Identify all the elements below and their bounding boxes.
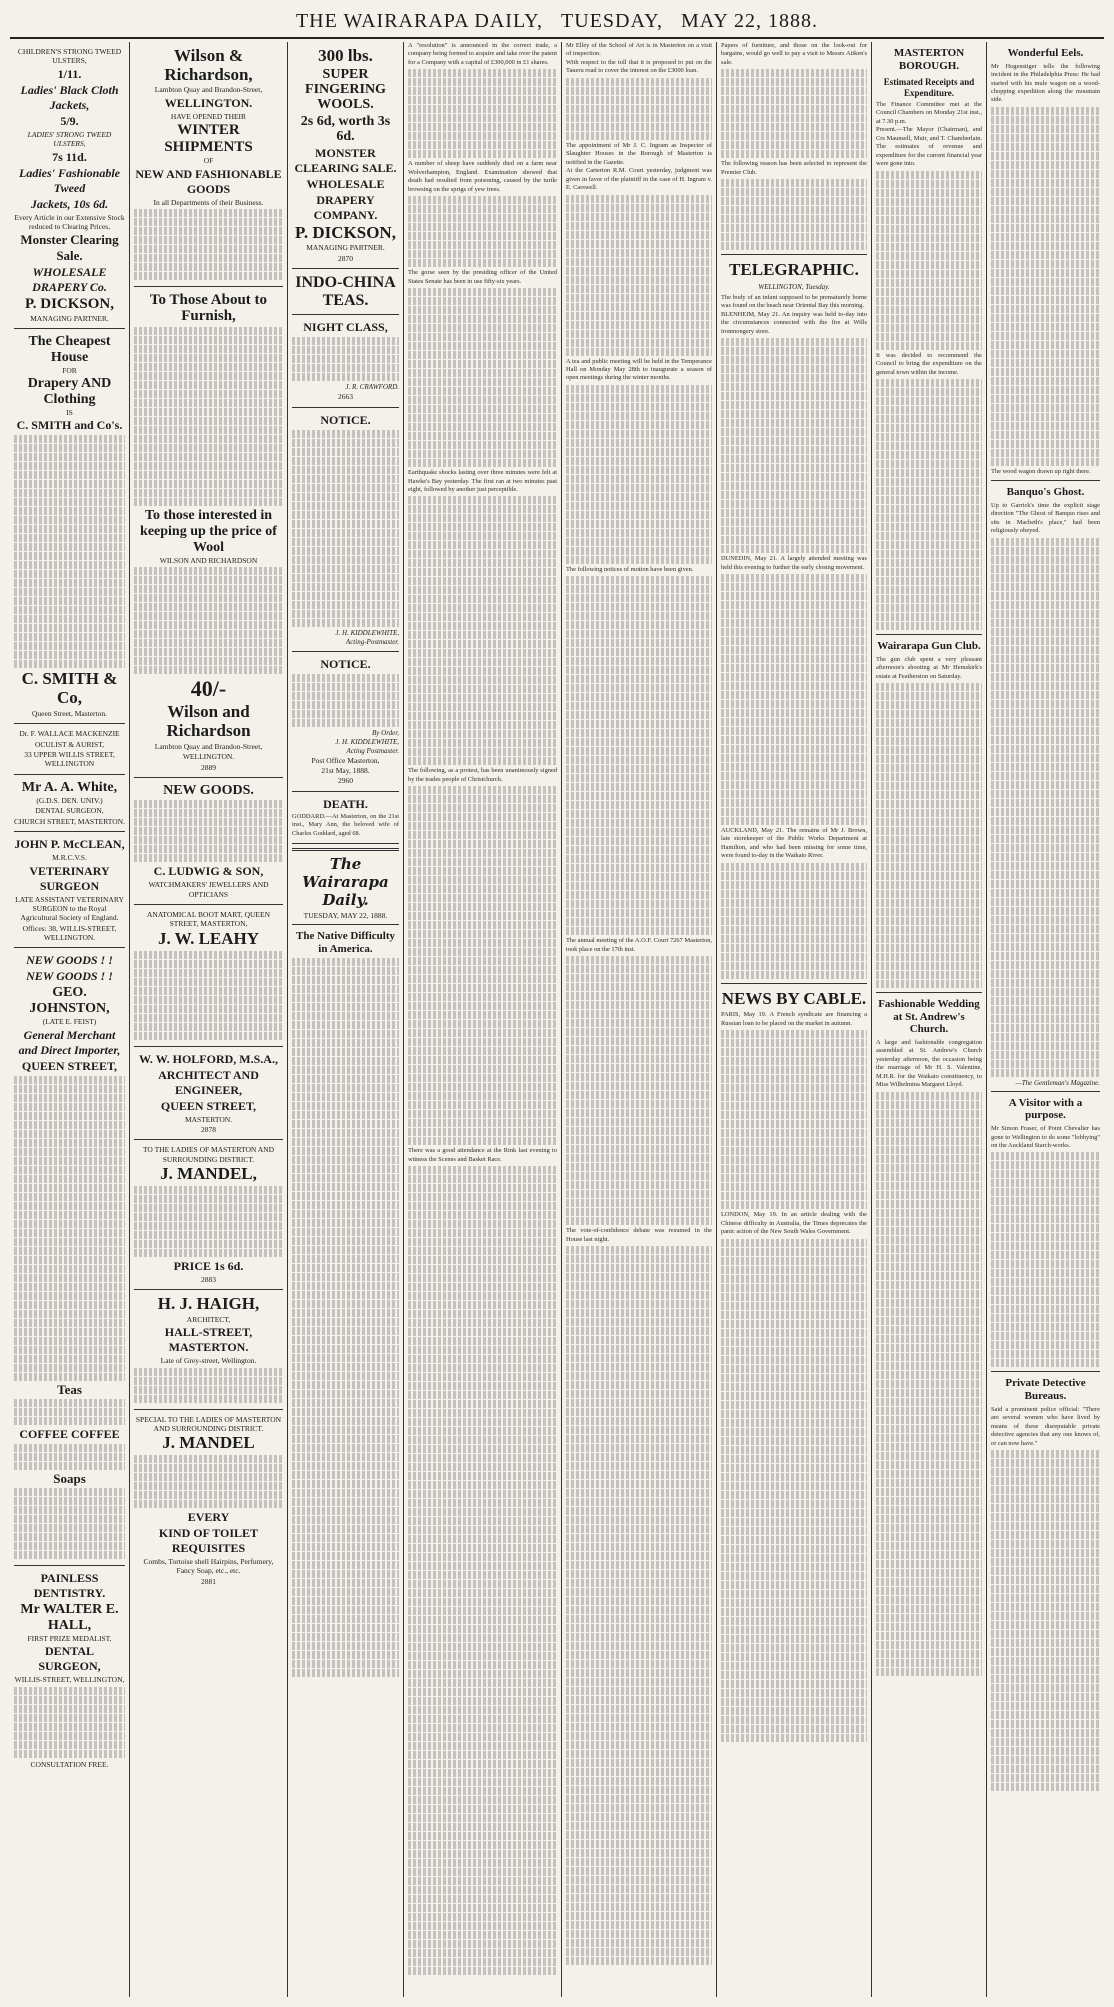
news-paragraph: The Finance Committee met at the Council Chambers on Monday 21st inst., at 7.30 p.m.: [876, 100, 982, 125]
news-paragraph: At the Carterton R.M. Court yesterday, judgment was given in favor of the plaintiff in the case of H. Ingram v. E. Carswell.: [566, 167, 712, 192]
news-paragraph: The body of an infant supposed to be prematurely borne was found on the beach near Oriental Bay this morning.: [721, 293, 867, 310]
ad-line: 2889: [201, 762, 216, 772]
ad-line: DENTAL SURGEON,: [35, 806, 104, 816]
ad-body-text: [134, 1186, 283, 1257]
ad-line: W. W. HOLFORD, M.S.A.,: [139, 1051, 278, 1066]
ad-line: 21st May, 1888.: [321, 766, 370, 776]
ad-body-text: [292, 674, 399, 727]
column-1: [10, 42, 130, 1997]
ad-line: 33 UPPER WILLIS STREET, WELLINGTON: [24, 749, 115, 769]
divider: [876, 992, 982, 993]
ad-signature: J. R. CRAWFORD.: [345, 383, 399, 392]
ad-line: WHOLESALE DRAPERY Co.: [32, 265, 107, 295]
ad-signature: J. H. KIDDLEWHITE,: [335, 628, 399, 637]
ad-line: DRAPERY COMPANY.: [313, 192, 378, 222]
ad-line: ARCHITECT AND ENGINEER,: [158, 1067, 259, 1097]
ad-line: To Those About to Furnish,: [149, 291, 268, 325]
news-paragraph: The annual meeting of the A.O.F. Court 7267 Masterton, took place on the 17th inst.: [566, 937, 712, 953]
ad-line: HAVE OPENED THEIR: [170, 111, 247, 121]
article-body: [876, 379, 982, 630]
ad-line: OF: [203, 156, 214, 166]
ad-ludwig: [134, 778, 283, 905]
article-body: [566, 78, 712, 140]
news-paragraph: AUCKLAND, May 21. The remains of Mr J. Brown, late storekeeper of the Public Works Department at Hamilton, and who had been missing for some time, were found to-day in the Waikato River.: [721, 826, 867, 860]
ad-line: WILLIS-STREET, WELLINGTON,: [14, 1675, 125, 1685]
ad-veterinary: [14, 832, 125, 948]
borough-subheadline: Estimated Receipts and Expenditure.: [883, 77, 975, 98]
ad-body-text: [134, 327, 283, 506]
ad-line: NOTICE.: [320, 412, 371, 427]
ad-line: SUPER FINGERING WOOLS.: [305, 66, 386, 113]
ad-line: Lambton Quay and Brandon-Street,: [154, 85, 263, 95]
ad-line: Mr A. A. White,: [21, 779, 118, 795]
news-paragraph: BLENHEIM, May 21. An inquiry was held to-day into the circumstances connected with the fire at Wills ironmongery store.: [721, 310, 867, 335]
ad-body-text: [134, 951, 283, 1040]
ad-line: SPECIAL TO THE LADIES OF MASTERTON AND SURROUNDING DISTRICT.: [135, 1414, 282, 1433]
news-paragraph: Mr Hogenstiger tells the following incident in the Philadelphia Press: He had started with his mule wagon on a wood-chopping expedition along the mountain side.: [991, 62, 1100, 104]
article-body: [408, 496, 557, 765]
ad-signature: J. H. KIDDLEWHITE,: [335, 737, 399, 746]
ad-line: 5/9.: [60, 113, 79, 128]
ad-body-text: [14, 1444, 125, 1470]
ad-line: Every Article in our Extensive Stock reduced to Clearing Prices,: [14, 212, 125, 231]
news-paragraph: Present.—The Mayor (Chairman), and Crs Maunsell, Muir, and T. Chamberlain. The estimates of revenue and expenditure for the current financial year were gone into.: [876, 126, 982, 168]
ad-mandel-1: [134, 1140, 283, 1290]
ad-line: NEW GOODS.: [163, 782, 254, 798]
article-body: [566, 1246, 712, 1965]
news-paragraph: A "resolution" is announced in the correct trade, a company being formed to acquire and take over the patent for a Company with a capital of £300,000 in £1 shares.: [408, 42, 557, 66]
ad-line: 2878: [201, 1124, 216, 1134]
news-paragraph: The appointment of Mr J. C. Ingram as Inspector of Slaughter Houses in the Borough of Masterton is notified in the Gazette.: [566, 141, 712, 166]
article-body: [566, 956, 712, 1225]
ad-line: INDO-CHINA TEAS.: [295, 274, 396, 309]
divider: [991, 1371, 1100, 1372]
article-body: [721, 1239, 867, 1742]
ad-line: TO THE LADIES OF MASTERTON AND SURROUNDING DISTRICT.: [142, 1145, 274, 1164]
ad-wilson-richardson: [134, 42, 283, 287]
ad-line: GEO. JOHNSTON,: [29, 985, 110, 1016]
detective-headline: Private Detective Bureaus.: [1005, 1377, 1086, 1403]
ad-night-class: [292, 315, 399, 407]
ad-line: 2663: [338, 392, 353, 402]
ad-furnish: [134, 287, 283, 778]
ad-line: M.R.C.V.S.: [52, 853, 87, 863]
ad-line: Late of Grey-street, Wellington.: [160, 1356, 257, 1366]
ad-line: NEW AND FASHIONABLE GOODS: [135, 166, 282, 196]
ad-line: 7s 11d.: [52, 149, 87, 164]
ad-line: Drapery AND Clothing: [27, 376, 112, 407]
ad-line: Combs, Tortoise shell Hairpins, Perfumery, Fancy Soap, etc., etc.: [143, 1556, 274, 1576]
article-body: [566, 195, 712, 356]
masthead-date: MAY 22, 1888.: [680, 10, 819, 32]
news-paragraph: It was decided to recommend the Council to bring the expenditure on the general town within the income.: [876, 351, 982, 376]
death-text: GODDARD.—At Masterton, on the 21st inst., Mary Ann, the beloved wife of Charles Goddard, aged 68.: [292, 812, 399, 837]
ad-wholesale-drapery: [14, 42, 125, 329]
news-paragraph: The following notices of motion have been given.: [566, 565, 694, 573]
ad-line: LATE ASSISTANT VETERINARY SURGEON to the Royal Agricultural Society of England.: [15, 894, 124, 923]
article-body: [876, 1092, 982, 1676]
article-body: [721, 574, 867, 825]
ad-line: keeping up the price of Wool: [140, 524, 277, 555]
divider: [721, 254, 867, 255]
news-paragraph: DUNEDIN, May 21. A largely attended meeting was held this evening to further the early closing movement.: [721, 555, 867, 571]
eels-headline: Wonderful Eels.: [1007, 47, 1084, 59]
ad-line: FOR: [62, 365, 77, 375]
ad-line: 2881: [201, 1576, 216, 1586]
ad-line: C. SMITH & Co,: [21, 669, 118, 708]
article-body: [566, 385, 712, 564]
ad-line: To those interested in: [144, 507, 273, 523]
ad-line: (LATE E. FEIST): [42, 1017, 97, 1027]
ad-line: WELLINGTON.: [182, 752, 235, 762]
telegraphic-headline: TELEGRAPHIC.: [729, 260, 859, 280]
ad-fingering-wools: [292, 42, 399, 269]
ad-line: Ladies' Black Cloth Jackets,: [20, 82, 119, 112]
ad-line: KIND OF TOILET REQUISITES: [158, 1525, 259, 1555]
article-body: [408, 196, 557, 267]
ad-line: C. SMITH and Co's.: [16, 418, 123, 433]
ad-line: Monster Clearing Sale.: [20, 232, 119, 264]
news-paragraph: A large and fashionable congregation assembled at St. Andrew's Church yesterday afternoon, the occasion being the marriage of Mr H. S. Valentine, M.H.R. for the Waikato constituency, to Miss Wilhelmina Margaret Lloyd.: [876, 1038, 982, 1089]
news-paragraph: A tea and public meeting will be held in the Temperance Hall on Monday May 28th to inaugurate a season of open meetings during the winter months.: [566, 357, 712, 382]
news-paragraph: Mr Simon Fraser, of Point Chevalier has gone to Wellington to do some "lobbying" on the Auckland Starch-works.: [991, 1125, 1100, 1149]
ad-line: PAINLESS DENTISTRY.: [33, 1571, 106, 1601]
ad-oculist: [14, 724, 125, 775]
wool-price: 40/-: [190, 676, 227, 702]
ad-line: CONSULTATION FREE.: [30, 1759, 109, 1769]
ad-line: 2s 6d, worth 3s 6d.: [300, 113, 391, 145]
ad-line: JOHN P. McCLEAN,: [14, 837, 125, 852]
ad-line: MASTERTON.: [184, 1114, 233, 1124]
article-body: [876, 683, 982, 988]
ad-line: MANAGING PARTNER.: [30, 313, 109, 323]
masthead-title: THE WAIRARAPA DAILY,: [295, 10, 544, 32]
ad-notice-1: [292, 408, 399, 652]
article-body: [292, 958, 399, 1677]
ad-line: COFFEE COFFEE: [19, 1426, 120, 1441]
ad-boot-mart: [134, 905, 283, 1046]
ad-line: J. MANDEL: [162, 1433, 255, 1453]
ad-line: OCULIST & AURIST,: [34, 739, 105, 749]
wedding-headline: Fashionable Wedding at St. Andrew's Church.: [878, 997, 980, 1036]
news-paragraph: The gun club spent a very pleasant afternoon's shooting at Mr Hemskirk's estate at Featherston on Saturday.: [876, 655, 982, 680]
ad-body-text: [134, 1368, 283, 1403]
ad-c-smith: [14, 329, 125, 724]
ad-body-text: [292, 337, 399, 381]
ad-line: P. DICKSON,: [24, 296, 115, 313]
ad-line: IS: [66, 408, 73, 418]
ad-line: (G.D.S. DEN. UNIV.): [36, 796, 103, 806]
ad-body-text: [134, 567, 283, 674]
ad-line: Post Office Masterton,: [311, 755, 380, 765]
ad-notice-2: [292, 652, 399, 792]
ad-line: NEW GOODS ! !: [26, 969, 113, 984]
news-paragraph: Up to Garrick's time the explicit stage direction "The Ghost of Banquo rises and sits in Macbeth's place," had been religiously obeyed.: [991, 502, 1100, 535]
ad-body-text: [292, 430, 399, 627]
column-6: [717, 42, 872, 1997]
ad-line: NIGHT CLASS,: [303, 320, 388, 335]
ad-line: WINTER SHIPMENTS: [164, 122, 253, 155]
newspaper-logo: The Wairarapa Daily.: [302, 855, 389, 910]
news-paragraph: Earthquake shocks lasting over three minutes were felt at Hawke's Bay yesterday. The first ran at two minutes past eight, followed by another just perceptible.: [408, 469, 557, 493]
article-body: [408, 288, 557, 467]
article-body: [408, 786, 557, 1145]
article-body: [566, 576, 712, 935]
column-8: [987, 42, 1104, 1997]
masthead: [10, 8, 1104, 39]
news-paragraph: LONDON, May 19. In an article dealing with the Chinese difficulty in Australia, the Times deprecates the panic action of the New South Wales Government.: [721, 1211, 867, 1236]
ad-mandel-2: [134, 1410, 283, 1592]
divider: [876, 634, 982, 635]
ad-line: Queen Street, Masterton.: [32, 708, 107, 718]
ad-line: NOTICE.: [320, 656, 371, 671]
ad-line: WHOLESALE: [306, 176, 385, 191]
article-body: [721, 69, 867, 158]
ad-body-text: [134, 1455, 283, 1508]
ad-line: DEATH.: [323, 796, 368, 811]
borough-headline: MASTERTON BOROUGH.: [893, 47, 965, 72]
ad-line: QUEEN STREET,: [160, 1098, 257, 1113]
ad-holford: [134, 1047, 283, 1141]
news-paragraph: The following reason has been selected to represent the Premier Club.: [721, 160, 867, 176]
news-paragraph: Papers of furniture, and those on the look-out for bargains, would go well to pay a visit to Messrs Aitken's sale.: [721, 42, 867, 66]
banquo-source: —The Gentleman's Magazine.: [1015, 1078, 1100, 1087]
ad-line: EVERY: [187, 1509, 230, 1524]
ad-line: ARCHITECT,: [186, 1314, 231, 1324]
article-body: [408, 69, 557, 158]
columns: [10, 42, 1104, 1997]
ad-line: HALL-STREET, MASTERTON.: [164, 1325, 253, 1355]
masthead-day: TUESDAY,: [561, 10, 663, 32]
ad-line: PRICE 1s 6d.: [173, 1258, 244, 1273]
ad-line: Jackets, 10s 6d.: [30, 196, 109, 211]
banquo-headline: Banquo's Ghost.: [1006, 486, 1085, 499]
ad-line: WILSON AND RICHARDSON: [159, 556, 258, 566]
column-5: [562, 42, 717, 1997]
divider: [292, 924, 399, 925]
ad-line: Wilson and Richardson: [166, 702, 251, 741]
ad-line: DENTAL SURGEON,: [38, 1644, 101, 1674]
article-body: [991, 107, 1100, 466]
news-paragraph: A number of sheep have suddenly died on a farm near Wolverhampton, England. Examination showed that death had resulted from poisoning, caused by the turtle browsing on the sprigs of yew trees.: [408, 160, 557, 193]
cable-headline: NEWS BY CABLE.: [721, 988, 867, 1008]
ad-line: The Cheapest House: [28, 334, 111, 365]
ad-line: CHURCH STREET, MASTERTON.: [14, 816, 125, 826]
ad-dentist-white: [14, 775, 125, 833]
ad-line: 1/11.: [57, 66, 82, 81]
ad-body-text: [134, 800, 283, 862]
ad-line: Teas: [57, 1381, 82, 1397]
ad-line: Offices: 38, WILLIS-STREET, WELLINGTON.: [22, 923, 117, 943]
ad-body-text: [14, 1687, 125, 1758]
news-paragraph: PARIS, May 19. A French syndicate are financing a Russian loan to be placed on the market in autumn.: [721, 1011, 867, 1027]
ad-line: Ladies' Fashionable Tweed: [18, 165, 120, 195]
ad-body-text: [14, 1399, 125, 1425]
article-body: [408, 1166, 557, 1975]
column-4: [404, 42, 562, 1997]
ad-indo-china-teas: [292, 269, 399, 315]
ad-line: CHILDREN'S STRONG TWEED ULSTERS,: [17, 47, 122, 66]
ad-line: C. LUDWIG & SON,: [153, 864, 264, 879]
news-paragraph: With respect to the toll that it is proposed to put on the Taueru road to cover the interest on the £3000 loan.: [566, 58, 712, 75]
ad-line: Wilson & Richardson,: [164, 46, 253, 84]
news-paragraph: Said a prominent police official: "There are several women who have lived by means of these disreputable private detective agencies that any one knows of, or can now have.": [991, 1405, 1100, 1447]
article-body: [721, 338, 867, 553]
ad-line: General Merchant and Direct Importer,: [18, 1027, 121, 1057]
ad-line: Mr WALTER E. HALL,: [20, 1602, 119, 1633]
ad-line: P. DICKSON,: [295, 222, 396, 242]
column-7: [872, 42, 987, 1997]
news-paragraph: The gorse seen by the presiding officer of the United States Senate has been in use fifty-six years.: [408, 269, 557, 285]
ad-line: In all Departments of their Business.: [153, 197, 264, 207]
ad-line: J. MANDEL,: [160, 1164, 257, 1183]
ad-line: VETERINARY SURGEON: [29, 863, 110, 893]
news-paragraph: The wood wagon drawn up right there.: [991, 467, 1091, 475]
ad-line: QUEEN STREET,: [21, 1058, 118, 1073]
article-body: [721, 1030, 867, 1209]
ad-line: FIRST PRIZE MEDALIST,: [27, 1633, 112, 1643]
ad-line: NEW GOODS ! !: [26, 953, 113, 968]
news-paragraph: The following, as a protest, has been unanimously signed by the trades people of Christchurch.: [408, 767, 557, 783]
ad-signature: Acting Postmaster.: [346, 746, 399, 755]
column-2: [130, 42, 288, 1997]
article-body: [876, 171, 982, 350]
ad-haigh: [134, 1290, 283, 1409]
ad-line: WELLINGTON.: [164, 95, 253, 110]
news-paragraph: Mr Elley of the School of Art is in Masterton on a visit of inspection.: [566, 42, 712, 58]
ad-body-text: [14, 1488, 125, 1559]
article-headline: The Native Difficulty in America.: [296, 930, 395, 955]
ad-body-text: [14, 435, 125, 668]
ad-line: MANAGING PARTNER.: [306, 243, 385, 253]
ad-signature: Acting-Postmaster.: [345, 637, 399, 646]
telegraphic-dateline: WELLINGTON, Tuesday.: [758, 282, 830, 291]
ad-geo-johnston: [14, 948, 125, 1566]
news-paragraph: There was a good attendance at the Rink last evening to witness the Scenes and Basket Race.: [408, 1147, 557, 1163]
ad-line: Soaps: [53, 1470, 86, 1486]
divider: [991, 1091, 1100, 1092]
divider: [292, 848, 399, 851]
ad-signature: By Order,: [372, 728, 399, 737]
ad-line: LADIES' STRONG TWEED ULSTERS,: [27, 129, 112, 149]
ad-line: Dr. F. WALLACE MACKENZIE: [19, 729, 120, 739]
ad-line: 300 lbs.: [318, 46, 373, 65]
column-3: [288, 42, 404, 1997]
ad-death-notice: [292, 792, 399, 844]
article-body: [991, 538, 1100, 1077]
ad-line: Lambton Quay and Brandon-Street,: [154, 741, 263, 751]
ad-painless-dentistry: [14, 1566, 125, 1774]
divider: [721, 983, 867, 984]
ad-body-text: [14, 1076, 125, 1381]
ad-line: 2870: [338, 253, 353, 263]
visitor-headline: A Visitor with a purpose.: [1008, 1096, 1083, 1122]
ad-line: WATCHMAKERS' JEWELLERS AND OPTICIANS: [148, 880, 269, 899]
ad-line: ANATOMICAL BOOT MART, QUEEN STREET, MASTERTON,: [146, 910, 271, 929]
ad-body-text: [134, 209, 283, 280]
issue-dateline: TUESDAY, MAY 22, 1888.: [303, 911, 388, 921]
article-body: [721, 863, 867, 979]
article-body: [991, 1152, 1100, 1367]
article-body: [991, 1450, 1100, 1791]
ad-line: J. W. LEAHY: [157, 928, 260, 948]
ad-line: 2960: [338, 776, 353, 786]
gun-club-headline: Wairarapa Gun Club.: [877, 639, 981, 652]
article-body: [721, 179, 867, 250]
news-paragraph: The vote-of-confidence debate was resumed in the House last night.: [566, 1227, 712, 1243]
ad-line: 2883: [201, 1274, 216, 1284]
divider: [991, 480, 1100, 481]
ad-line: H. J. HAIGH,: [157, 1294, 260, 1314]
ad-line: MONSTER CLEARING SALE.: [294, 145, 397, 175]
